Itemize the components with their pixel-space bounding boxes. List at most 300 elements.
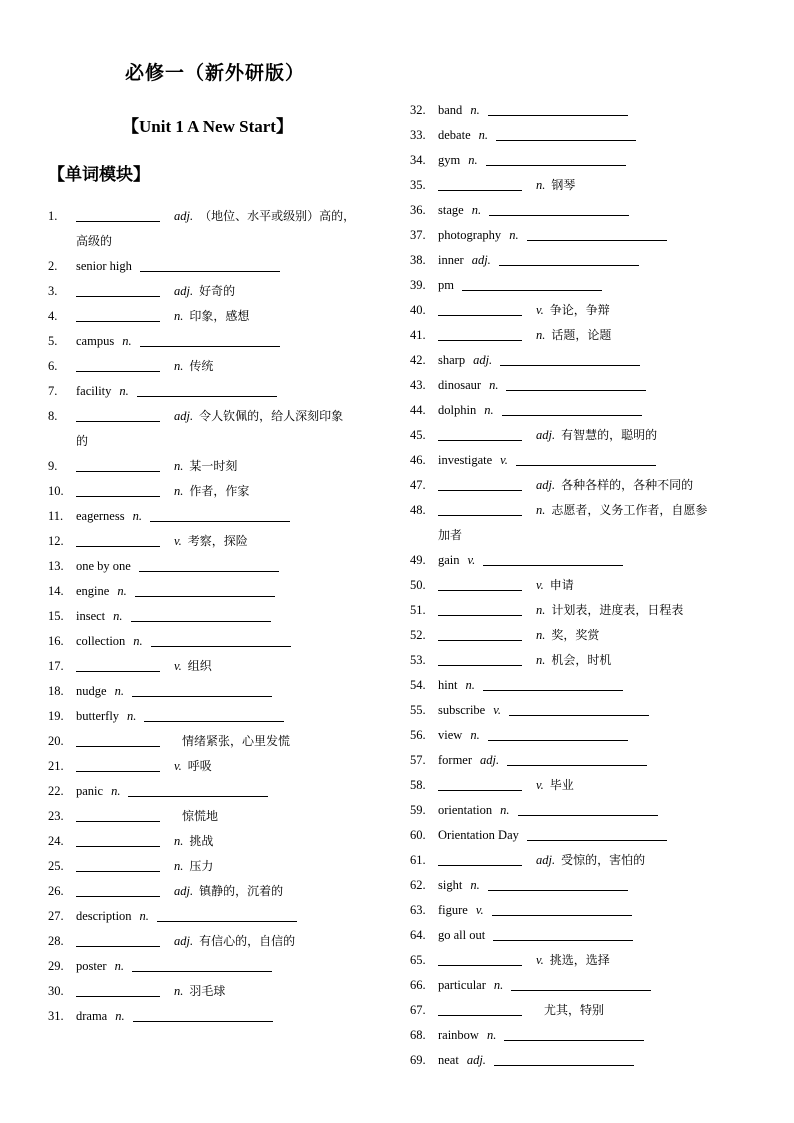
item-number: 17. <box>48 659 64 673</box>
vocab-item <box>48 904 398 929</box>
vocab-item <box>48 504 398 529</box>
vocab-item <box>48 454 398 479</box>
answer-blank[interactable] <box>151 632 291 647</box>
vocab-item <box>48 729 398 754</box>
english-word: view <box>438 728 463 742</box>
chinese-meaning: 志愿者，义务工作者，自愿参 <box>551 503 708 517</box>
answer-blank[interactable] <box>76 657 160 672</box>
answer-blank[interactable] <box>76 482 160 497</box>
vocab-item <box>410 1048 760 1073</box>
answer-blank[interactable] <box>139 557 279 572</box>
part-of-speech: n. <box>174 359 184 373</box>
item-number: 29. <box>48 959 64 973</box>
answer-blank[interactable] <box>527 826 667 841</box>
part-of-speech: adj. <box>174 409 194 423</box>
section-heading: 【单词模块】 <box>48 165 150 185</box>
part-of-speech: n. <box>114 959 124 973</box>
part-of-speech: n. <box>174 984 184 998</box>
item-number: 11. <box>48 509 64 523</box>
chinese-meaning-continued: 高级的 <box>76 234 113 248</box>
answer-blank[interactable] <box>438 476 522 491</box>
answer-blank[interactable] <box>76 882 160 897</box>
item-number: 44. <box>410 403 426 417</box>
answer-blank[interactable] <box>157 907 297 922</box>
vocab-item <box>48 629 398 654</box>
part-of-speech: n. <box>139 909 149 923</box>
vocab-item <box>48 1004 398 1029</box>
item-number: 64. <box>410 928 426 942</box>
item-number: 40. <box>410 303 426 317</box>
english-word: sight <box>438 878 463 892</box>
part-of-speech: n. <box>478 128 488 142</box>
item-number: 60. <box>410 828 426 842</box>
item-number: 41. <box>410 328 426 342</box>
vocab-item <box>48 554 398 579</box>
answer-blank[interactable] <box>492 901 632 916</box>
part-of-speech: n. <box>509 228 519 242</box>
answer-blank[interactable] <box>438 776 522 791</box>
item-number: 48. <box>410 503 426 517</box>
vocab-item <box>48 929 398 954</box>
vocab-item <box>410 423 760 448</box>
vocab-item <box>410 698 760 723</box>
answer-blank[interactable] <box>76 207 160 222</box>
answer-blank[interactable] <box>438 301 522 316</box>
vocab-item <box>410 823 760 848</box>
item-number: 19. <box>48 709 64 723</box>
chinese-meaning: 毕业 <box>549 778 574 792</box>
vocab-item <box>410 248 760 273</box>
chinese-meaning: 压力 <box>189 859 214 873</box>
part-of-speech: n. <box>174 834 184 848</box>
chinese-meaning: 钢琴 <box>551 178 576 192</box>
item-number: 59. <box>410 803 426 817</box>
chinese-meaning: 好奇的 <box>199 284 236 298</box>
part-of-speech: n. <box>114 684 124 698</box>
answer-blank[interactable] <box>438 951 522 966</box>
vocab-item <box>48 979 398 1004</box>
vocab-item <box>410 273 760 298</box>
chinese-meaning: 组织 <box>187 659 212 673</box>
part-of-speech: v. <box>493 703 501 717</box>
item-number: 5. <box>48 334 58 348</box>
part-of-speech: n. <box>133 634 143 648</box>
english-word: go all out <box>438 928 486 942</box>
answer-blank[interactable] <box>438 326 522 341</box>
unit-heading: 【Unit 1 A New Start】 <box>122 117 293 136</box>
vocab-item <box>410 323 760 348</box>
part-of-speech: v. <box>536 303 544 317</box>
vocab-item <box>410 148 760 173</box>
answer-blank[interactable] <box>438 426 522 441</box>
english-word: particular <box>438 978 486 992</box>
answer-blank[interactable] <box>502 401 642 416</box>
item-number: 24. <box>48 834 64 848</box>
answer-blank[interactable] <box>76 457 160 472</box>
part-of-speech: v. <box>475 903 484 917</box>
vocab-item <box>48 204 398 229</box>
vocab-item <box>410 373 760 398</box>
part-of-speech: v. <box>536 578 544 592</box>
vocab-item <box>410 648 760 673</box>
english-word: dinosaur <box>438 378 482 392</box>
english-word: gain <box>438 553 460 567</box>
vocab-item <box>48 779 398 804</box>
part-of-speech: v. <box>174 659 182 673</box>
answer-blank[interactable] <box>76 832 160 847</box>
answer-blank[interactable] <box>496 126 636 141</box>
item-number: 18. <box>48 684 64 698</box>
vocab-item <box>410 723 760 748</box>
vocab-item <box>410 798 760 823</box>
answer-blank[interactable] <box>132 682 272 697</box>
chinese-meaning: 情绪紧张，心里发慌 <box>182 734 291 748</box>
english-word: insect <box>76 609 106 623</box>
vocab-item <box>410 748 760 773</box>
answer-blank[interactable] <box>131 607 271 622</box>
english-word: subscribe <box>438 703 486 717</box>
english-word: dolphin <box>438 403 477 417</box>
vocab-item <box>48 854 398 879</box>
chinese-meaning: 机会，时机 <box>551 653 612 667</box>
document-title: 必修一（新外研版） <box>125 62 306 84</box>
answer-blank[interactable] <box>76 807 160 822</box>
part-of-speech: n. <box>174 309 184 323</box>
answer-blank[interactable] <box>504 1026 644 1041</box>
answer-blank[interactable] <box>76 932 160 947</box>
item-number: 51. <box>410 603 426 617</box>
part-of-speech: v. <box>536 778 544 792</box>
part-of-speech: n. <box>493 978 504 992</box>
english-word: Orientation Day <box>438 828 519 842</box>
english-word: hint <box>438 678 458 692</box>
item-number: 46. <box>410 453 426 467</box>
answer-blank[interactable] <box>483 551 623 566</box>
answer-blank[interactable] <box>133 1007 273 1022</box>
chinese-meaning: 挑选，选择 <box>549 953 610 967</box>
english-word: panic <box>76 784 104 798</box>
item-number: 32. <box>410 103 426 117</box>
part-of-speech: n. <box>536 503 546 517</box>
part-of-speech: n. <box>470 103 480 117</box>
english-word: senior high <box>76 259 132 273</box>
chinese-meaning: 争论，争辩 <box>549 303 610 317</box>
item-number: 65. <box>410 953 426 967</box>
part-of-speech: adj. <box>536 428 556 442</box>
vocab-item <box>48 654 398 679</box>
english-word: nudge <box>76 684 107 698</box>
answer-blank[interactable] <box>506 376 646 391</box>
item-number: 61. <box>410 853 426 867</box>
item-number: 3. <box>48 284 58 298</box>
part-of-speech: n. <box>119 384 129 398</box>
item-number: 68. <box>410 1028 426 1042</box>
vocab-item <box>48 829 398 854</box>
vocab-item <box>410 873 760 898</box>
item-number: 10. <box>48 484 64 498</box>
item-number: 2. <box>48 259 58 273</box>
vocab-item <box>410 198 760 223</box>
answer-blank[interactable] <box>76 982 160 997</box>
vocab-item <box>410 98 760 123</box>
english-word: drama <box>76 1009 108 1023</box>
english-word: stage <box>438 203 464 217</box>
item-number: 66. <box>410 978 426 992</box>
part-of-speech: n. <box>174 459 184 473</box>
chinese-meaning: 羽毛球 <box>189 984 226 998</box>
answer-blank[interactable] <box>76 307 160 322</box>
item-number: 50. <box>410 578 426 592</box>
part-of-speech: v. <box>174 759 182 773</box>
answer-blank[interactable] <box>438 501 522 516</box>
answer-blank[interactable] <box>488 101 628 116</box>
part-of-speech: n. <box>536 603 546 617</box>
item-number: 27. <box>48 909 64 923</box>
item-number: 12. <box>48 534 64 548</box>
chinese-meaning: 令人钦佩的，给人深刻印象 <box>199 409 344 423</box>
english-word: sharp <box>438 353 466 367</box>
english-word: collection <box>76 634 126 648</box>
chinese-meaning: 计划表，进度表，日程表 <box>551 603 684 617</box>
chinese-meaning: 尤其，特别 <box>544 1003 605 1017</box>
item-number: 22. <box>48 784 64 798</box>
part-of-speech: adj. <box>174 934 194 948</box>
chinese-meaning: 某一时刻 <box>189 459 238 473</box>
item-number: 43. <box>410 378 426 392</box>
answer-blank[interactable] <box>494 1051 634 1066</box>
answer-blank[interactable] <box>438 851 522 866</box>
item-number: 8. <box>48 409 58 423</box>
vocab-item <box>410 623 760 648</box>
answer-blank[interactable] <box>511 976 651 991</box>
english-word: engine <box>76 584 110 598</box>
item-number: 67. <box>410 1003 426 1017</box>
item-number: 36. <box>410 203 426 217</box>
item-number: 20. <box>48 734 64 748</box>
item-number: 62. <box>410 878 426 892</box>
answer-blank[interactable] <box>486 151 626 166</box>
part-of-speech: n. <box>122 334 132 348</box>
english-word: photography <box>438 228 502 242</box>
item-number: 30. <box>48 984 64 998</box>
answer-blank[interactable] <box>76 282 160 297</box>
item-number: 56. <box>410 728 426 742</box>
chinese-meaning: 呼吸 <box>187 759 212 773</box>
chinese-meaning: 受惊的，害怕的 <box>561 853 646 867</box>
part-of-speech: n. <box>113 609 123 623</box>
answer-blank[interactable] <box>76 532 160 547</box>
chinese-meaning: 传统 <box>189 359 214 373</box>
answer-blank[interactable] <box>140 332 280 347</box>
part-of-speech: n. <box>489 378 499 392</box>
answer-blank[interactable] <box>76 732 160 747</box>
chinese-meaning: 惊慌地 <box>182 809 219 823</box>
vocab-item <box>410 998 760 1023</box>
item-number: 14. <box>48 584 64 598</box>
answer-blank[interactable] <box>438 626 522 641</box>
vocab-item <box>48 254 398 279</box>
part-of-speech: n. <box>484 403 494 417</box>
answer-blank[interactable] <box>438 651 522 666</box>
vocab-item <box>48 404 398 429</box>
vocab-item <box>410 223 760 248</box>
item-number: 49. <box>410 553 426 567</box>
item-number: 33. <box>410 128 426 142</box>
item-number: 38. <box>410 253 426 267</box>
english-word: butterfly <box>76 709 120 723</box>
part-of-speech: n. <box>500 803 510 817</box>
part-of-speech: n. <box>536 328 546 342</box>
chinese-meaning: 印象，感想 <box>189 309 250 323</box>
answer-blank[interactable] <box>516 451 656 466</box>
item-number: 35. <box>410 178 426 192</box>
part-of-speech: v. <box>174 534 182 548</box>
vocab-item <box>410 848 760 873</box>
item-number: 52. <box>410 628 426 642</box>
answer-blank[interactable] <box>132 957 272 972</box>
answer-blank[interactable] <box>509 701 649 716</box>
item-number: 23. <box>48 809 64 823</box>
item-number: 34. <box>410 153 426 167</box>
english-word: one by one <box>76 559 131 573</box>
answer-blank[interactable] <box>507 751 647 766</box>
vocab-item <box>410 498 760 523</box>
part-of-speech: v. <box>500 453 508 467</box>
answer-blank[interactable] <box>488 726 628 741</box>
part-of-speech: adj. <box>174 209 194 223</box>
answer-blank[interactable] <box>76 757 160 772</box>
vocab-item <box>410 473 760 498</box>
vocab-item <box>410 598 760 623</box>
item-number: 63. <box>410 903 426 917</box>
vocab-item <box>410 923 760 948</box>
vocab-item <box>410 173 760 198</box>
answer-blank[interactable] <box>527 226 667 241</box>
english-word: facility <box>76 384 112 398</box>
item-number: 42. <box>410 353 426 367</box>
english-word: gym <box>438 153 461 167</box>
answer-blank[interactable] <box>140 257 280 272</box>
chinese-meaning: 各种各样的，各种不同的 <box>561 478 694 492</box>
vocab-item <box>410 348 760 373</box>
answer-blank[interactable] <box>150 507 290 522</box>
item-number: 15. <box>48 609 64 623</box>
chinese-meaning: 有智慧的，聪明的 <box>561 428 658 442</box>
answer-blank[interactable] <box>438 601 522 616</box>
english-word: pm <box>438 278 454 292</box>
part-of-speech: n. <box>115 1009 125 1023</box>
part-of-speech: n. <box>117 584 127 598</box>
answer-blank[interactable] <box>438 576 522 591</box>
answer-blank[interactable] <box>493 926 633 941</box>
answer-blank[interactable] <box>438 1001 522 1016</box>
vocab-item <box>410 548 760 573</box>
vocab-item <box>48 329 398 354</box>
part-of-speech: v. <box>536 953 544 967</box>
part-of-speech: n. <box>127 709 137 723</box>
vocab-item <box>410 948 760 973</box>
english-word: orientation <box>438 803 493 817</box>
english-word: figure <box>438 903 468 917</box>
english-word: campus <box>76 334 115 348</box>
chinese-meaning: （地位、水平或级别）高的， <box>199 209 356 223</box>
item-number: 1. <box>48 209 58 223</box>
part-of-speech: n. <box>471 203 482 217</box>
chinese-meaning: 申请 <box>549 578 574 592</box>
answer-blank[interactable] <box>76 857 160 872</box>
vocab-item <box>48 954 398 979</box>
part-of-speech: adj. <box>536 853 556 867</box>
answer-blank[interactable] <box>144 707 284 722</box>
item-number: 16. <box>48 634 64 648</box>
answer-blank[interactable] <box>76 407 160 422</box>
chinese-meaning: 挑战 <box>189 834 214 848</box>
english-word: description <box>76 909 132 923</box>
english-word: inner <box>438 253 464 267</box>
item-number: 58. <box>410 778 426 792</box>
item-number: 45. <box>410 428 426 442</box>
part-of-speech: n. <box>470 878 480 892</box>
answer-blank[interactable] <box>518 801 658 816</box>
vocab-item <box>410 298 760 323</box>
answer-blank[interactable] <box>483 676 623 691</box>
part-of-speech: n. <box>536 628 546 642</box>
item-number: 28. <box>48 934 64 948</box>
vocab-item <box>48 604 398 629</box>
item-number: 69. <box>410 1053 426 1067</box>
answer-blank[interactable] <box>76 357 160 372</box>
part-of-speech: adj. <box>480 753 500 767</box>
chinese-meaning-continued: 加者 <box>438 528 463 542</box>
answer-blank[interactable] <box>137 382 277 397</box>
part-of-speech: n. <box>174 484 184 498</box>
chinese-meaning: 奖，奖赏 <box>551 628 600 642</box>
chinese-meaning: 镇静的，沉着的 <box>199 884 284 898</box>
part-of-speech: adj. <box>536 478 556 492</box>
chinese-meaning: 作者，作家 <box>189 484 250 498</box>
item-number: 6. <box>48 359 58 373</box>
part-of-speech: adj. <box>473 353 493 367</box>
english-word: poster <box>76 959 107 973</box>
vocab-item <box>410 1023 760 1048</box>
answer-blank[interactable] <box>500 351 640 366</box>
chinese-meaning: 话题，论题 <box>551 328 612 342</box>
vocab-item <box>410 398 760 423</box>
answer-blank[interactable] <box>462 276 602 291</box>
part-of-speech: n. <box>536 653 546 667</box>
item-number: 47. <box>410 478 426 492</box>
vocab-item <box>410 673 760 698</box>
part-of-speech: n. <box>174 859 184 873</box>
item-number: 31. <box>48 1009 64 1023</box>
answer-blank[interactable] <box>128 782 268 797</box>
vocab-item <box>48 704 398 729</box>
answer-blank[interactable] <box>135 582 275 597</box>
answer-blank[interactable] <box>489 201 629 216</box>
part-of-speech: v. <box>467 553 476 567</box>
english-word: neat <box>438 1053 459 1067</box>
english-word: band <box>438 103 463 117</box>
item-number: 26. <box>48 884 64 898</box>
vocab-item <box>410 973 760 998</box>
item-number: 53. <box>410 653 426 667</box>
item-number: 13. <box>48 559 64 573</box>
answer-blank[interactable] <box>488 876 628 891</box>
answer-blank[interactable] <box>438 176 522 191</box>
item-number: 55. <box>410 703 426 717</box>
answer-blank[interactable] <box>499 251 639 266</box>
part-of-speech: n. <box>111 784 121 798</box>
